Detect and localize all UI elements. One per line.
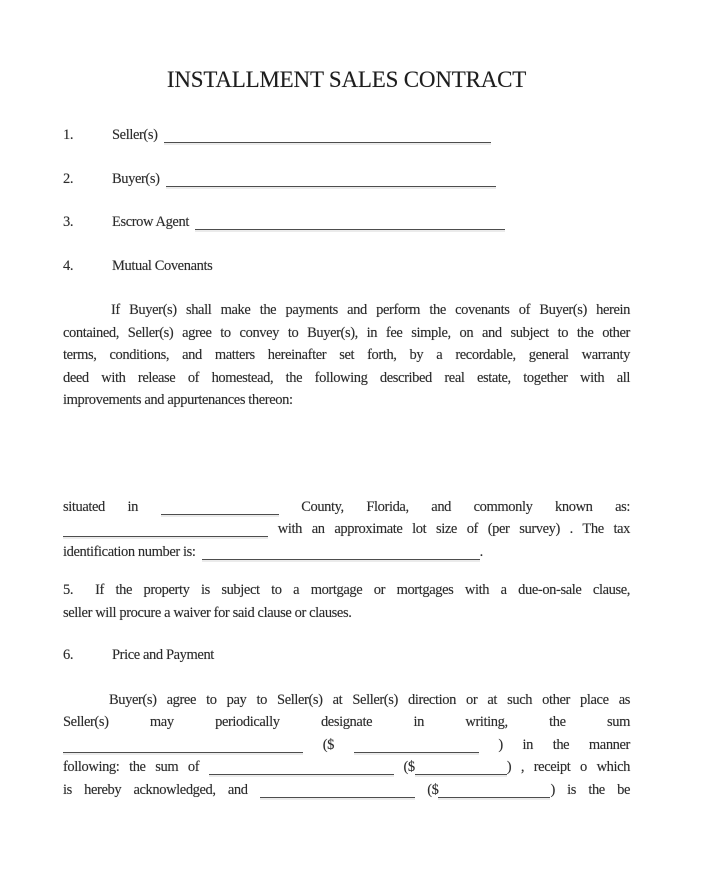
payment-line-1: Buyer(s) agree to pay to Seller(s) at Seller(s) direction or at such other place as	[109, 691, 630, 708]
section-number: 4.	[63, 257, 74, 274]
section-number: 6.	[63, 647, 74, 663]
location-lead-text: situated in	[63, 498, 138, 515]
party-label: Escrow Agent	[112, 214, 189, 230]
section-5-line-1	[63, 579, 630, 602]
deposit-sum-blank-line	[260, 785, 415, 798]
seller-blank-line	[164, 130, 491, 143]
paragraph-line: If Buyer(s) shall make the payments and perform the covenants of Buyer(s) herein	[111, 302, 630, 318]
party-number: 2.	[63, 170, 74, 187]
lot-size-text: with an approximate lot size of (per survey) . The tax	[277, 521, 630, 537]
buyer-blank-line	[166, 174, 496, 187]
party-number: 3.	[63, 214, 74, 230]
amount-group	[427, 782, 630, 798]
party-row-seller	[63, 124, 630, 147]
section-heading: Price and Payment	[112, 647, 214, 663]
acknowledged-label: is hereby acknowledged, and	[63, 781, 248, 798]
section-4-heading-row	[63, 255, 630, 278]
party-number: 1.	[63, 127, 74, 143]
payment-paragraph	[63, 689, 630, 802]
location-line-2	[63, 518, 630, 541]
period-text: .	[479, 543, 483, 560]
section-6-heading-row	[63, 644, 630, 667]
mortgage-clause-text: If the property is subject to a mortgage or mortgages with a due-on-sale clause,	[95, 582, 630, 598]
following-sum-label: following: the sum of	[63, 759, 200, 775]
parties-list	[63, 124, 630, 277]
tax-id-label: identification number is:	[63, 543, 196, 560]
location-line-1	[63, 496, 630, 519]
amount-group	[404, 759, 631, 775]
payment-line-5	[63, 779, 630, 802]
paragraph-line: deed with release of homestead, the following described real estate, together with all	[63, 369, 630, 386]
payment-line-2: Seller(s) may periodically designate in writing, the sum	[63, 714, 630, 730]
section-5-line-2: seller will procure a waiver for said clause or clauses.	[63, 604, 352, 621]
payment-line-4	[63, 756, 630, 779]
open-paren-dollar: ($	[403, 759, 415, 775]
sum-amount-blank-line	[354, 740, 479, 753]
open-paren-dollar: ($	[322, 736, 334, 753]
party-label: Seller(s)	[112, 127, 158, 143]
location-tail-text: County, Florida, and commonly known as:	[301, 498, 631, 515]
location-line-3	[63, 541, 630, 564]
county-blank-line	[161, 502, 279, 515]
tax-id-blank-line	[202, 547, 480, 560]
party-row-escrow-agent	[63, 211, 630, 234]
paragraph-line: terms, conditions, and matters hereinafter set forth, by a recordable, general warranty	[63, 347, 630, 363]
covenants-paragraph	[63, 299, 630, 412]
deposit-amount-blank-line	[438, 785, 550, 798]
paragraph-line: improvements and appurtenances thereon:	[63, 392, 293, 408]
open-paren-dollar: ($	[427, 781, 439, 798]
property-location-block	[63, 496, 630, 564]
first-amount-blank-line	[415, 762, 507, 775]
receipt-text: ) , receipt o which	[506, 759, 631, 775]
balance-text: ) is the be	[550, 781, 630, 798]
section-number: 5.	[63, 582, 74, 598]
contract-title: INSTALLMENT SALES CONTRACT	[166, 67, 527, 92]
escrow-agent-blank-line	[195, 217, 505, 230]
party-label: Buyer(s)	[112, 170, 160, 187]
paragraph-line: contained, Seller(s) agree to convey to Buyer(s), in fee simple, on and subject to the other	[63, 324, 630, 341]
sum-words-blank-line	[63, 740, 303, 753]
payment-line-3	[63, 734, 630, 757]
manner-text: in the manner	[522, 736, 630, 753]
section-5-paragraph	[63, 579, 630, 624]
close-paren: )	[498, 736, 503, 753]
legal-description-blank-line	[63, 524, 268, 537]
party-row-buyer	[63, 168, 630, 191]
section-heading: Mutual Covenants	[112, 257, 213, 274]
first-sum-blank-line	[209, 762, 394, 775]
